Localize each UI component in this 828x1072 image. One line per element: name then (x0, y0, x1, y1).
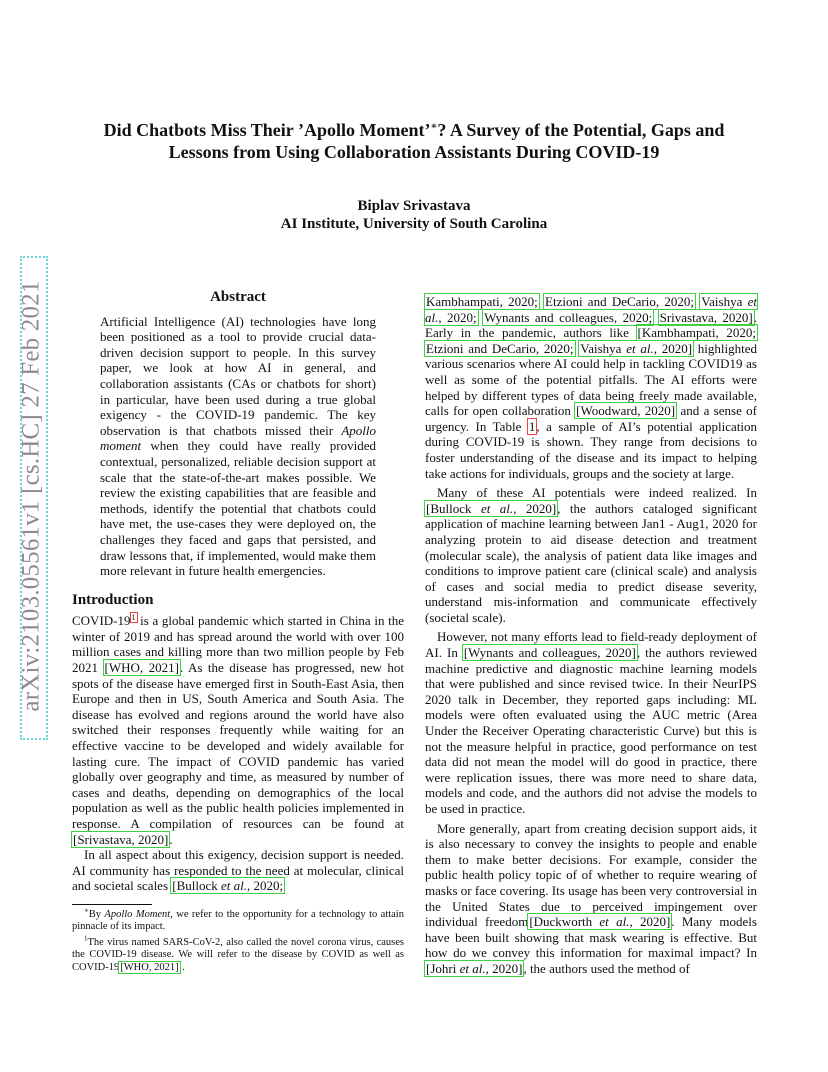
footnote-mark: 1 (84, 934, 88, 943)
intro-text: In all aspect about this exigency, decision support is needed. AI community has responded to the need at molecular, clinical and societal scales (72, 847, 404, 894)
footnote-text: , we refer to the opportunity for a technology to attain pinnacle of its impact. (72, 908, 404, 933)
citation-text: [Duckworth (529, 914, 600, 930)
arxiv-side-stamp (14, 256, 50, 736)
citation-text: , 2020] (513, 500, 557, 516)
citation-text: [Bullock (172, 878, 222, 894)
author-name: Biplav Srivastava (357, 198, 471, 214)
body-text: , the authors reviewed machine predictive and diagnostic machine learning models that were published and since revised twice. In their NeurIPS 2020 talk in December, they reported gaps including: ML models were often evaluated using the AUC metric (Area Under the Receiver Operating characteristic Curve) but this is not the measure helpful in practice, good performance on test data did not mean the model will do good in practice, there were replication issues, there was more need to share data, models and code, and the authors did not advise the models to be used in practice. (425, 645, 757, 816)
citation-who-2021[interactable]: [WHO, 2021] (104, 660, 179, 676)
abstract-text-2: when they could have really provided contextual, personalized, reliable decision support at scale that the state-of-the-art makes possible. We review the existing capabilities that are feasible and methods, identify the potential that chatbots could have met, the use-cases they were deployed on, the challenges they faced and gaps that persisted, and draw lessons that, if implemented, would make them more relevant in future health emergencies. (100, 438, 376, 579)
citation-text: [Johri (426, 960, 460, 976)
footnote-2 (72, 934, 404, 975)
intro-paragraph-2 (72, 847, 404, 894)
body-text: highlighted various scenarios where AI could help in tackling COVID19 as well as some of the potential pitfalls. The AI efforts were helped by different types of data being freely made available, calls for open collaboration (425, 340, 758, 419)
author-affiliation: AI Institute, University of South Carolina (280, 216, 548, 232)
citation-kambhampati-2020[interactable]: Kambhampati, 2020; (426, 294, 538, 309)
body-text: However, not many efforts lead to field-ready deployment of AI. In (425, 629, 757, 661)
body-text: , the authors cataloged significant application of machine learning between Jan1 - Aug1, 2020 for analyzing protein to aid disease detection and treatment (molecular scale), the analysis of patient data like images and conditions to improve patient care (clinical scale) and analysis of cases and social media to predict disease severity, understand mis-information and communicate effectively (societal scale). (425, 500, 757, 625)
footnote-rule (72, 904, 152, 905)
citation-srivastava-2020[interactable]: Srivastava, 2020] (659, 309, 753, 325)
right-column (425, 294, 757, 977)
body-paragraph-1 (425, 294, 757, 481)
citation-wynants-2020[interactable]: [Wynants and colleagues, 2020] (463, 645, 636, 661)
citation-bullock-2020[interactable] (425, 501, 557, 516)
intro-paragraph-1 (72, 613, 404, 847)
citation-text: , 2020] (629, 914, 671, 930)
footnote-1 (72, 906, 404, 934)
intro-text: COVID-19 (72, 613, 131, 629)
abstract-heading: Abstract (210, 289, 266, 305)
body-paragraph-2 (425, 485, 757, 625)
citation-who-2021[interactable]: [WHO, 2021] (120, 961, 179, 973)
title-footnote-mark[interactable]: ∗ (430, 121, 438, 132)
body-text: , the authors used the method of (523, 960, 690, 976)
citation-text: , 2020; (247, 878, 284, 894)
body-text: More generally, apart from creating decision support aids, it is also necessary to convey the insights to people and enable them to make better decisions. For example, consider the public health policy topic of of whether to require wearing of masks or face covering. Its usage has been very controversial in the United States due to perceived impingement over individual freedom (425, 820, 757, 930)
citation-text: , 2020; (438, 309, 477, 325)
citation-etzioni-2020[interactable]: Etzioni and DeCario, 2020; (426, 340, 574, 356)
citation-srivastava-2020[interactable]: [Srivastava, 2020] (73, 831, 169, 847)
citation-etzioni-2020[interactable]: Etzioni and DeCario, 2020; (545, 294, 694, 309)
title-part-2: ? A Survey of the Potential, Gaps and (437, 120, 725, 140)
citation-text: Vaishya (580, 340, 627, 356)
footnote-text: By (88, 908, 105, 920)
abstract-body (100, 314, 376, 579)
intro-text: . As the disease has progressed, new hot spots of the disease have emerged first in South-East Asia, then Europe and then in US, South America and South Asia. The disease has evolved and regions around the world have also switched their responses frequently while waiting for an effective vaccine to be developed and widely available for lasting cure. The impact of COVID pandemic has varied globally over geography and time, as measured by number of cases and deaths, depending on demographics of the local population as well as the public health policies implemented in response. A compilation of resources can be found at (72, 660, 404, 831)
body-text: Many of these AI potentials were indeed realized. In (437, 485, 757, 501)
citation-text: , 2020] (653, 340, 693, 356)
citation-etal: et al. (221, 878, 248, 894)
citation-etal: et al. (480, 500, 514, 516)
citation-woodward-2020[interactable]: [Woodward, 2020] (576, 403, 676, 419)
introduction-heading: Introduction (72, 591, 154, 608)
citation-johri-2020[interactable] (425, 961, 523, 976)
title-part-1: Did Chatbots Miss Their ’Apollo Moment’ (103, 120, 431, 140)
citation-text: Vaishya (701, 294, 748, 309)
citation-etal: et al. (626, 340, 654, 356)
arxiv-identifier: arXiv:2103.05561v1 [cs.HC] 27 Feb 2021 (18, 280, 46, 712)
footnote-text: Apollo Moment (104, 908, 171, 920)
citation-etal: et al. (599, 914, 630, 930)
abstract-text-1: Artificial Intelligence (AI) technologies have long been positioned as a tool to provide crucial data-driven decision support to people. In this survey paper, we look at how AI in general, and collaboration assistants (CAs or chatbots for short) in particular, have been used during a true global exigency - the COVID-19 pandemic. The key observation is that chatbots missed their (100, 313, 376, 438)
intro-text: . (169, 831, 173, 847)
citation-kambhampati-2020[interactable]: [Kambhampati, 2020; (637, 325, 756, 341)
footnote-text: . (179, 961, 185, 973)
paper-title (72, 119, 756, 163)
title-line-2: Lessons from Using Collaboration Assistants During COVID-19 (168, 142, 660, 162)
citation-etal: et al. (459, 960, 486, 976)
body-text: . Early in the pandemic, authors like (425, 309, 757, 341)
citation-bullock-2020[interactable] (171, 878, 284, 893)
intro-text: is a global pandemic which started in China in the winter of 2019 and has spread around the world with over 100 million cases and killing more than two million people by Feb 2021 (72, 613, 404, 676)
author-block (72, 197, 756, 233)
footnote-ref-1[interactable]: 1 (131, 612, 136, 622)
citation-etal: et al. (425, 294, 758, 325)
body-text: and a sense of urgency. In Table (425, 403, 758, 434)
citation-wynants-2020[interactable]: Wynants and colleagues, 2020; (484, 309, 653, 325)
body-text: . Many models have been built showing that mask wearing is effective. But how do we convey this information for maximal impact? In (425, 914, 757, 961)
footnotes (72, 906, 404, 975)
footnote-mark: ∗ (84, 906, 89, 915)
citation-text: , 2020] (485, 960, 523, 976)
table-reference-link[interactable]: 1 (528, 418, 536, 434)
citation-text: [Bullock (426, 500, 481, 516)
citation-duckworth-2020[interactable] (528, 914, 671, 929)
body-paragraph-3 (425, 629, 757, 816)
left-column (72, 290, 404, 977)
footnote-text: The virus named SARS-CoV-2, also called the novel corona virus, causes the COVID-19 disease. We will refer to the disease by COVID as well as COVID-19 (72, 936, 404, 973)
abstract-apollo-moment: Apollo moment (100, 422, 376, 454)
body-paragraph-4 (425, 821, 757, 977)
body-text: , a sample of AI’s potential application during COVID-19 is shown. They range from decisions to foster understanding of the disease and its impact to helping take actions for individuals, groups and the society at large. (425, 418, 757, 481)
citation-vaishya-2020[interactable] (579, 341, 693, 356)
